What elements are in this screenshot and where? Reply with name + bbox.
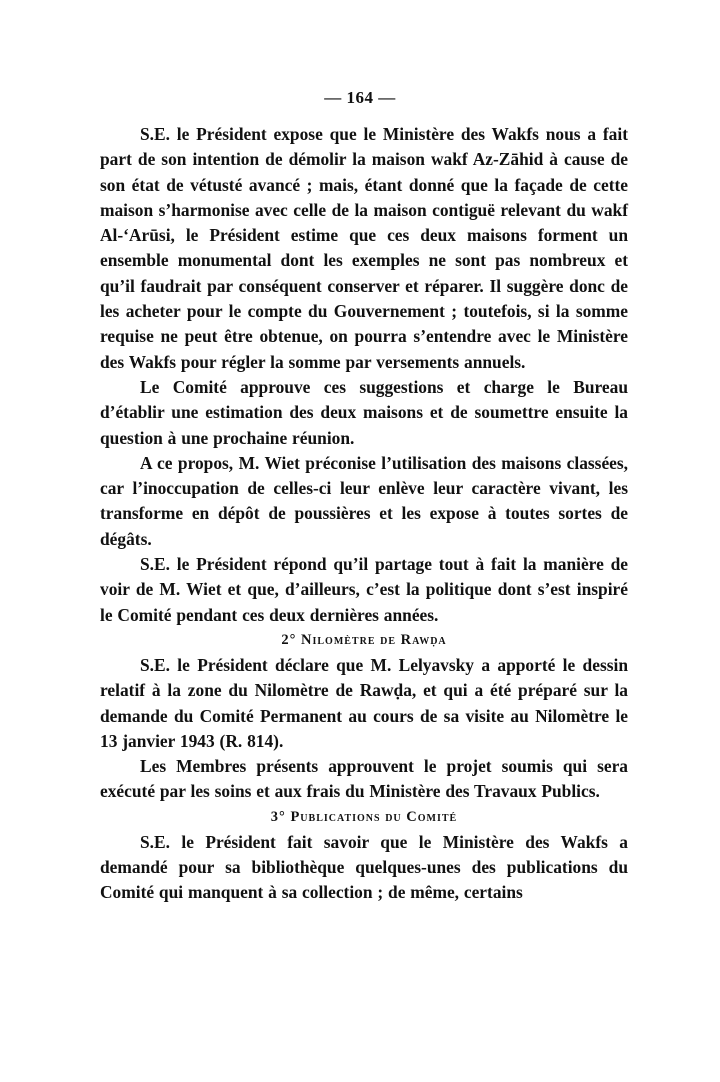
section-heading-publications: 3° Publications du Comité (270, 808, 458, 825)
paragraph: A ce propos, M. Wiet préconise l’utilisation des maisons classées, car l’inoccupation de celles-ci leur enlève leur caractère vivant, les transforme en dépôt de poussières et les expose à toutes sortes de dégâts. (100, 452, 628, 549)
section-heading-nilometre: 2° Nilomètre de Rawḍa (281, 631, 447, 648)
paragraph: Les Membres présents approuvent le projet soumis qui sera exécuté par les soins et aux frais du Ministère des Travaux Publics. (100, 756, 628, 802)
page-number: — 164 — (324, 88, 396, 107)
paragraph: Le Comité approuve ces suggestions et charge le Bureau d’établir une estimation des deux maisons et de soumettre ensuite la question à une prochaine réunion. (100, 376, 628, 448)
paragraph: S.E. le Président fait savoir que le Ministère des Wakfs a demandé pour sa bibliothèque quelques-unes des publications du Comité qui manquent à sa collection ; de même, certains (100, 831, 628, 903)
paragraph: S.E. le Président expose que le Ministère des Wakfs nous a fait part de son intention de démolir la maison wakf Az-Zāhid à cause de son état de vétusté avancé ; mais, étant donné que la façade de cette maison s’harmonise avec celle de la maison contiguë relevant du wakf Al-‘Arūsi, le Président estime que ces deux maisons forment un ensemble monumental dont les exemples ne sont pas nombreux et qu’il faudrait par conséquent conserver et réparer. Il suggère donc de les acheter pour le compte du Gouvernement ; toutefois, si la somme requise ne peut être obtenue, on pourra s’entendre avec le Ministère des Wakfs pour régler la somme par versements annuels. (100, 124, 628, 372)
paragraph: S.E. le Président répond qu’il partage tout à fait la manière de voir de M. Wiet et que, d’ailleurs, c’est la politique dont s’est inspiré le Comité pendant ces deux dernières années. (100, 554, 628, 625)
body-text (100, 122, 628, 906)
paragraph: S.E. le Président déclare que M. Lelyavsky a apporté le dessin relatif à la zone du Nilomètre de Rawḍa, et qui a été préparé sur la demande du Comité Permanent au cours de sa visite au Nilomètre le 13 janvier 1943 (R. 814). (100, 654, 628, 751)
